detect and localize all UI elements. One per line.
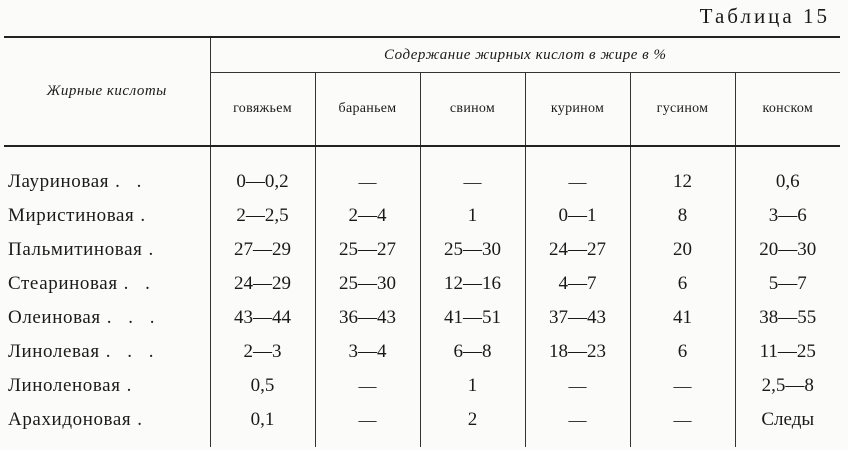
value-cell: —	[315, 403, 420, 437]
column-header-horse: конском	[735, 73, 840, 147]
value-cell: 43—44	[234, 307, 291, 328]
value-cell: —	[630, 403, 735, 437]
value-cell: 0—1	[525, 199, 630, 233]
acid-name: Линолевая	[8, 341, 100, 362]
value-cell: 0,6	[735, 165, 840, 199]
value-cell: 3—4	[315, 335, 420, 369]
acid-name-cell	[4, 233, 210, 267]
value-cell: 6—8	[420, 335, 525, 369]
value-cell: —	[525, 369, 630, 403]
leader-dots: .	[126, 375, 138, 396]
value-cell: —	[525, 165, 630, 199]
leader-dots: .	[137, 409, 149, 430]
acid-name-cell	[4, 335, 210, 369]
acid-name: Пальмитиновая	[8, 239, 143, 260]
value-cell: 38—55	[735, 301, 840, 335]
value-cell: 2—2,5	[236, 205, 289, 226]
value-cell: 1	[420, 199, 525, 233]
column-header-chicken: курином	[525, 73, 630, 147]
row-header-fatty-acids: Жирные кислоты	[4, 37, 210, 146]
value-cell: 2—3	[243, 341, 282, 362]
value-cell: 3—6	[735, 199, 840, 233]
value-cell: 25—30	[315, 267, 420, 301]
value-cell: —	[420, 165, 525, 199]
value-cell: 0,5	[250, 375, 275, 396]
leader-dots: . .	[123, 273, 156, 294]
value-cell: 25—27	[315, 233, 420, 267]
value-cell: 0,1	[250, 409, 275, 430]
value-cell: 12	[630, 165, 735, 199]
column-header-mutton: бараньем	[315, 73, 420, 147]
value-cell: 11—25	[735, 335, 840, 369]
value-cell: 20	[630, 233, 735, 267]
table-row	[4, 199, 840, 233]
value-cell: 27—29	[234, 239, 291, 260]
value-cell: 6	[630, 335, 735, 369]
value-cell: —	[525, 403, 630, 437]
acid-name-cell	[4, 369, 210, 403]
acid-name: Арахидоновая	[8, 409, 132, 430]
leader-dots: . .	[115, 171, 148, 192]
table-row	[4, 301, 840, 335]
table-row	[4, 165, 840, 199]
value-cell: 1	[420, 369, 525, 403]
value-cell: 18—23	[525, 335, 630, 369]
table-title: Таблица 15	[699, 4, 830, 28]
value-cell: 25—30	[420, 233, 525, 267]
value-cell: 24—29	[234, 273, 291, 294]
table-row	[4, 233, 840, 267]
value-cell: 0—0,2	[236, 171, 289, 192]
table-row	[4, 403, 840, 437]
value-cell: 20—30	[735, 233, 840, 267]
value-cell: 36—43	[315, 301, 420, 335]
table-body	[4, 146, 840, 447]
table-row	[4, 369, 840, 403]
fatty-acids-table	[4, 36, 840, 447]
value-cell: —	[315, 165, 420, 199]
value-cell: 5—7	[735, 267, 840, 301]
acid-name-cell	[4, 301, 210, 335]
value-cell: 4—7	[525, 267, 630, 301]
value-cell: 2	[420, 403, 525, 437]
value-cell: 12—16	[420, 267, 525, 301]
value-cell: —	[315, 369, 420, 403]
acid-name: Олеиновая	[8, 307, 101, 328]
acid-name-cell	[4, 165, 210, 199]
acid-name-cell	[4, 403, 210, 437]
acid-name: Лауриновая	[8, 171, 110, 192]
value-cell: 24—27	[525, 233, 630, 267]
value-cell: 2—4	[315, 199, 420, 233]
value-cell: 41	[630, 301, 735, 335]
group-header-content: Содержание жирных кислот в жире в %	[210, 37, 840, 73]
column-header-beef: говяжьем	[210, 73, 315, 147]
leader-dots: . . .	[105, 341, 160, 362]
value-cell: Следы	[735, 403, 840, 437]
acid-name-cell	[4, 199, 210, 233]
table-row	[4, 267, 840, 301]
column-header-goose: гусином	[630, 73, 735, 147]
acid-name: Стеариновая	[8, 273, 118, 294]
table-row	[4, 335, 840, 369]
acid-name: Миристиновая	[8, 205, 135, 226]
value-cell: 8	[630, 199, 735, 233]
value-cell: 6	[630, 267, 735, 301]
value-cell: 41—51	[420, 301, 525, 335]
leader-dots: . . .	[106, 307, 161, 328]
leader-dots: .	[148, 239, 160, 260]
acid-name-cell	[4, 267, 210, 301]
column-header-pork: свином	[420, 73, 525, 147]
acid-name: Линоленовая	[8, 375, 121, 396]
value-cell: —	[630, 369, 735, 403]
value-cell: 2,5—8	[735, 369, 840, 403]
leader-dots: .	[140, 205, 152, 226]
value-cell: 37—43	[525, 301, 630, 335]
